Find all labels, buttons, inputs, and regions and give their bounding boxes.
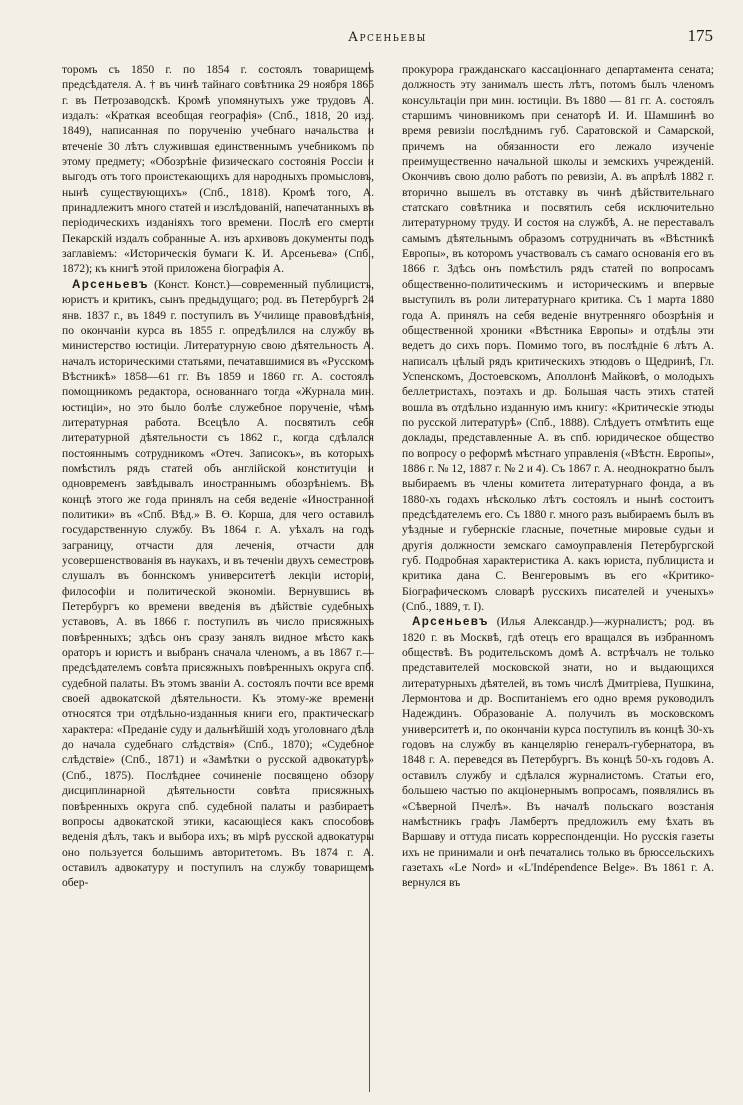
right-column (402, 62, 714, 1092)
entry-headword: Арсеньевъ (72, 277, 149, 291)
text-columns (62, 62, 714, 1092)
entry-continuation-paragraph: прокурора гражданскаго кассаціоннаго департамента сената; должность эту занималъ шесть лѣтъ, потомъ былъ членомъ консультаціи при мин. юстиціи. Въ 1880 — 81 гг. А. состоялъ старшимъ чиновникомъ при сенаторѣ И. И. Шамшинѣ во время ревизіи послѣднимъ губ. Саратовской и Самарской, причемъ на обязанности его лежало изученіе преимущественно начальной школы и земскихъ учрежденій. Окончивъ свою долю работъ по ревизіи, А. въ апрѣлѣ 1882 г. вторично вышелъ въ отставку въ чинѣ дѣйствительнаго статскаго совѣтника и посвятилъ себя исключительно литературному труду. И состоя на службѣ, А. не переставалъ самымъ дѣятельнымъ образомъ сотрудничать въ «Вѣстникѣ Европы», въ которомъ участвовалъ съ самаго основанія его въ 1866 г. Здѣсь онъ помѣстилъ рядъ статей по вопросамъ общественно-политическимъ и историческимъ и впервые выступилъ въ роли литературнаго критика. Съ 1 марта 1880 года А. принялъ на себя веденіе внутренняго обозрѣнія и общественной хроники «Вѣстника Европы» и отдѣлы эти ведетъ до сихъ поръ. Помимо того, въ послѣдніе 6 лѣтъ А. написалъ цѣлый рядъ критическихъ этюдовъ о Щедринѣ, Гл. Успенскомъ, Достоевскомъ, Аполлонѣ Майковѣ, о молодыхъ беллетристахъ, поэтахъ и др. Большая часть этихъ статей вошла въ отдѣльно изданную имъ книгу: «Критическіе этюды по русской литературѣ» (Спб., 1888). Слѣдуетъ отмѣтить еще доклады, представленные А. въ спб. юридическое общество по вопросу о реформѣ мѣстнаго управленія («Вѣстн. Европы», 1886 г. № 12, 1887 г. № 2 и 4). Съ 1867 г. А. неоднократно былъ выбираемъ въ члены комитета литературнаго фонда, а въ 1880-хъ годахъ нѣсколько лѣтъ состоялъ и нынѣ состоитъ предсѣдателемъ его. Съ 1880 г. много разъ выбираемъ былъ въ уѣздные и губернскіе гласные, почетные мировые судьи и другія должности земскаго самоуправленія Петербургской губ. Подробная характеристика А. какъ юриста, публициста и критика дана С. Венгеровымъ въ его «Критико-Біографическомъ словарѣ русскихъ писателей и ученыхъ» (Спб., 1889, т. I). (402, 63, 714, 614)
left-column (62, 62, 374, 1092)
entry-arsenyev-ilya (402, 614, 714, 890)
running-head: Арсеньевы (348, 30, 427, 45)
page-number: 175 (687, 26, 713, 45)
entry-body: (Конст. Конст.)—современный публицистъ, юристъ и критикъ, сынъ предыдущаго; род. въ Петербургѣ 24 янв. 1837 г., въ 1849 г. поступилъ въ Училище правовѣдѣнія, по окончаніи курса въ 1855 г. опредѣлился на службу въ министерство юстиціи. Литературную свою дѣятельность А. началъ историческими статьями, печатавшимися въ «Русскомъ Вѣстникѣ» 1858—61 гг. Въ 1859 и 1860 гг. А. состоялъ помощникомъ редактора, основаннаго тогда «Журнала мин. юстиціи», но это было болѣе служебное порученіе, чѣмъ литературная работа. Всецѣло А. посвятилъ себя литературной дѣятельности съ 1862 г., когда сдѣлался постояннымъ сотрудникомъ «Отеч. Записокъ», въ которыхъ помѣстилъ рядъ статей объ англійской конституціи и одновременъ завѣдывалъ иностраннымъ обозрѣніемъ. Въ концѣ этого же года принялъ на себя веденіе «Иностранной политики» въ «Спб. Вѣд.» В. Ө. Корша, для чего оставилъ государственную службу. Въ 1864 г. А. уѣхалъ на годъ заграницу, отчасти для леченія, отчасти для усовершенствованія въ наукахъ, и въ теченіи двухъ семестровъ слушалъ въ боннскомъ университетѣ лекціи исторіи, философіи и политической экономіи. Вернувшись въ Петербургъ ко времени введенія въ дѣйствіе судебныхъ уставовъ, А. въ 1866 г. поступилъ въ число присяжныхъ повѣренныхъ; здѣсь онъ сразу занялъ видное мѣсто какъ ораторъ и юристъ и выбранъ сначала членомъ, а въ 1867 г.—предсѣдателемъ совѣта присяжныхъ повѣренныхъ округа спб. судебной палаты. Въ этомъ званіи А. состоялъ почти все время своей адвокатской дѣятельности. Къ этому-же времени относятся три отдѣльно-изданныя книги его, практическаго характера: «Преданіе суду и дальнѣйшій ходъ уголовнаго дѣла до начала судебнаго слѣдствія» (Спб., 1870); «Судебное слѣдствіе» (Спб., 1871) и «Замѣтки о русской адвокатурѣ» (Спб., 1875). Послѣднее сочиненіе посвящено обзору дисциплинарной дѣятельности совѣта присяжныхъ повѣренныхъ округа спб. судебной палаты и разбираетъ вопросы адвокатской этики, касающіеся какъ способовъ веденія дѣлъ, такъ и выбора ихъ; въ мірѣ русской адвокатуры оно пользуется большимъ авторитетомъ. Въ 1874 г. А. оставилъ адвокатуру и поступилъ на службу товарищемъ обер- (62, 277, 374, 890)
entry-continuation-paragraph: торомъ съ 1850 г. по 1854 г. состоялъ товарищемъ предсѣдателя. А. † въ чинѣ тайнаго совѣтника 29 ноября 1865 г. въ Петрозаводскѣ. Кромѣ упомянутыхъ уже трудовъ А. издалъ: «Краткая всеобщая географія» (Спб., 1818, 20 изд. 1849), написанная по порученію учебнаго начальства и втеченіе 30 лѣтъ служившая единственнымъ учебникомъ по этому предмету; «Обозрѣніе физическаго состоянія Россіи и выгодъ отъ того проистекающихъ для народныхъ промысловъ, нынѣ существующихъ» (Спб., 1818). Кромѣ того, А. принадлежитъ много статей и изслѣдованій, напечатанныхъ въ періодическихъ изданіяхъ того времени. Послѣ его смерти Пекарскій издалъ собранные А. изъ архивовъ документы подъ заглавіемъ: «Историческія бумаги К. И. Арсеньева» (Спб., 1872); къ книгѣ этой приложена біографія А. (62, 63, 374, 276)
page-header (62, 26, 713, 52)
entry-headword: Арсеньевъ (412, 615, 489, 629)
entry-arsenyev-konstantin (62, 277, 374, 891)
entry-body: (Илья Александр.)—журналистъ; род. въ 1820 г. въ Москвѣ, гдѣ отецъ его вращался въ избранномъ обществѣ. Въ родительскомъ домѣ А. встрѣчалъ не только представителей московской знати, но и выдающихся литературныхъ дѣятелей, въ томъ числѣ Дмитріева, Пушкина, Лермонтова и др. Воспитаніемъ его одно время руководилъ Надеждинъ. Образованіе А. получилъ въ московскомъ университетѣ и, по окончаніи курса поступилъ въ концѣ 30-хъ годовъ на службу въ канцелярію генералъ-губернатора, въ 1848 г. А. переведся въ Петербургъ. Въ концѣ 50-хъ годовъ А. оставилъ службу и сдѣлался журналистомъ. Статьи его, большею частью по акціонернымъ вопросамъ, появлялись въ «Сѣверной Пчелѣ». Въ началѣ польскаго возстанія намѣстникъ графъ Ламбертъ предложилъ ему ѣхать въ Варшаву и оттуда писать корреспонденціи. Но русскія газеты ихъ не принимали и онѣ печатались только въ брюссельскихъ газетахъ «Le Nord» и «L'Indépendence Belge». Въ 1861 г. А. вернулся въ (402, 615, 714, 890)
